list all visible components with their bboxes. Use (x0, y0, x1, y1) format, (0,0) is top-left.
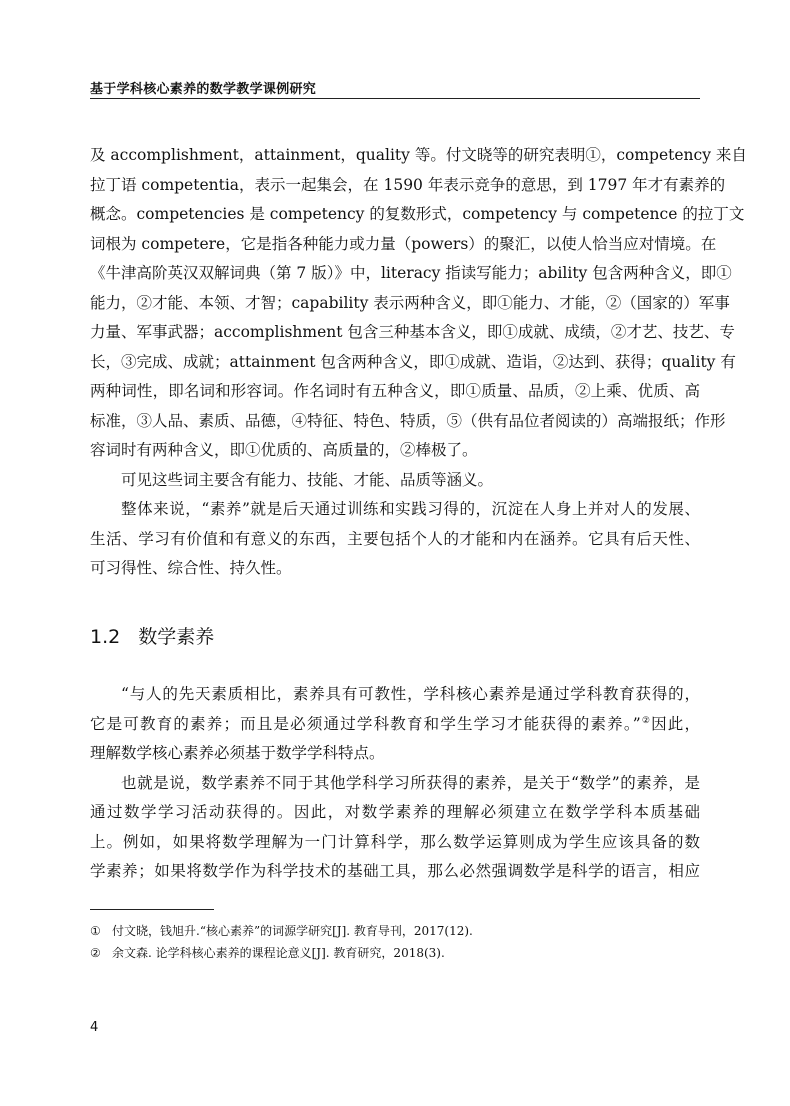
footnote-separator (90, 909, 214, 910)
text-line: 理解数学核心素养必须基于数学学科特点。 (90, 744, 385, 762)
footnote-mark: ② (90, 946, 101, 960)
footnote-mark: ① (90, 924, 101, 938)
text-line: 通过数学学习活动获得的。因此，对数学素养的理解必须建立在数学学科本质基础 (90, 803, 700, 821)
paragraph-suyang-definition (90, 495, 700, 584)
paragraph-quote (90, 680, 700, 769)
section-title: 数学素养 (138, 626, 215, 648)
header-rule (90, 98, 700, 99)
body-block-1 (90, 141, 747, 584)
footnote-item (90, 920, 700, 942)
text-line: 可习得性、综合性、持久性。 (90, 559, 292, 577)
text-line: 标准，③人品、素质、品德，④特征、特色、特质，⑤（供有品位者阅读的）高端报纸；作形 (90, 411, 726, 430)
paragraph-math-literacy (90, 769, 700, 887)
text-line: 力量、军事武器；accomplishment 包含三种基本含义，即①成就、成绩，②才艺、技艺、专 (90, 323, 735, 341)
text-line: 词根为 competere，它是指各种能力或力量（powers）的聚汇，以使人恰当应对情境。在 (90, 234, 717, 253)
text-line: 拉丁语 competentia，表示一起集会，在 1590 年表示竞争的意思，到 1797 年才有素养的 (90, 175, 726, 194)
footnote-text: 付文晓，钱旭升.“核心素养”的词源学研究[J]. 教育导刊，2017(12). (112, 924, 473, 938)
text-line: 生活、学习有价值和有意义的东西，主要包括个人的才能和内在涵养。它具有后天性、 (90, 529, 700, 548)
section-heading (90, 622, 214, 649)
body-block-2 (90, 680, 700, 887)
text-line: 《牛津高阶英汉双解词典（第 7 版）》中，literacy 指读写能力；ability 包含两种含义，即① (90, 264, 732, 282)
text-segment: 它是可教育的素养；而且是必须通过学科教育和学生学习才能获得的素养。” (90, 714, 641, 733)
text-line (90, 710, 700, 740)
footnotes (90, 920, 700, 964)
footnote-ref[interactable]: ② (640, 715, 652, 726)
page-number: 4 (90, 1020, 99, 1035)
paragraph-word-meanings (90, 141, 747, 466)
text-line: 容词时有两种含义，即①优质的、高质量的，②棒极了。 (90, 441, 478, 459)
text-line: 概念。competencies 是 competency 的复数形式，competency 与 competence 的拉丁文 (90, 205, 745, 223)
running-header: 基于学科核心素养的数学教学课例研究 (90, 82, 317, 97)
footnote-text: 余文森. 论学科核心素养的课程论意义[J]. 教育研究，2018(3). (112, 946, 445, 960)
text-line: 也就是说，数学素养不同于其他学科学习所获得的素养，是关于“数学”的素养，是 (121, 773, 700, 792)
text-line: “与人的先天素质相比，素养具有可教性，学科核心素养是通过学科教育获得的， (121, 685, 700, 703)
text-line: 上。例如，如果将数学理解为一门计算科学，那么数学运算则成为学生应该具备的数 (90, 832, 700, 851)
text-line: 两种词性，即名词和形容词。作名词时有五种含义，即①质量、品质，②上乘、优质、高 (90, 382, 700, 400)
paragraph-summary: 可见这些词主要含有能力、技能、才能、品质等涵义。 (121, 470, 494, 489)
text-segment: 因此， (651, 714, 700, 733)
section-number: 1.2 (90, 626, 121, 648)
text-line: 整体来说，“素养”就是后天通过训练和实践习得的，沉淀在人身上并对人的发展、 (121, 500, 700, 518)
text-line: 长，③完成、成就；attainment 包含两种含义，即①成就、造诣，②达到、获得；quality 有 (90, 352, 736, 371)
text-line: 学素养；如果将数学作为科学技术的基础工具，那么必然强调数学是科学的语言，相应 (90, 862, 700, 880)
footnote-item (90, 942, 700, 964)
text-line: 能力，②才能、本领、才智；capability 表示两种含义，即①能力、才能，②（国家的）军事 (90, 293, 730, 312)
text-line: 及 accomplishment，attainment，quality 等。付文晓等的研究表明①，competency 来自 (90, 146, 747, 164)
